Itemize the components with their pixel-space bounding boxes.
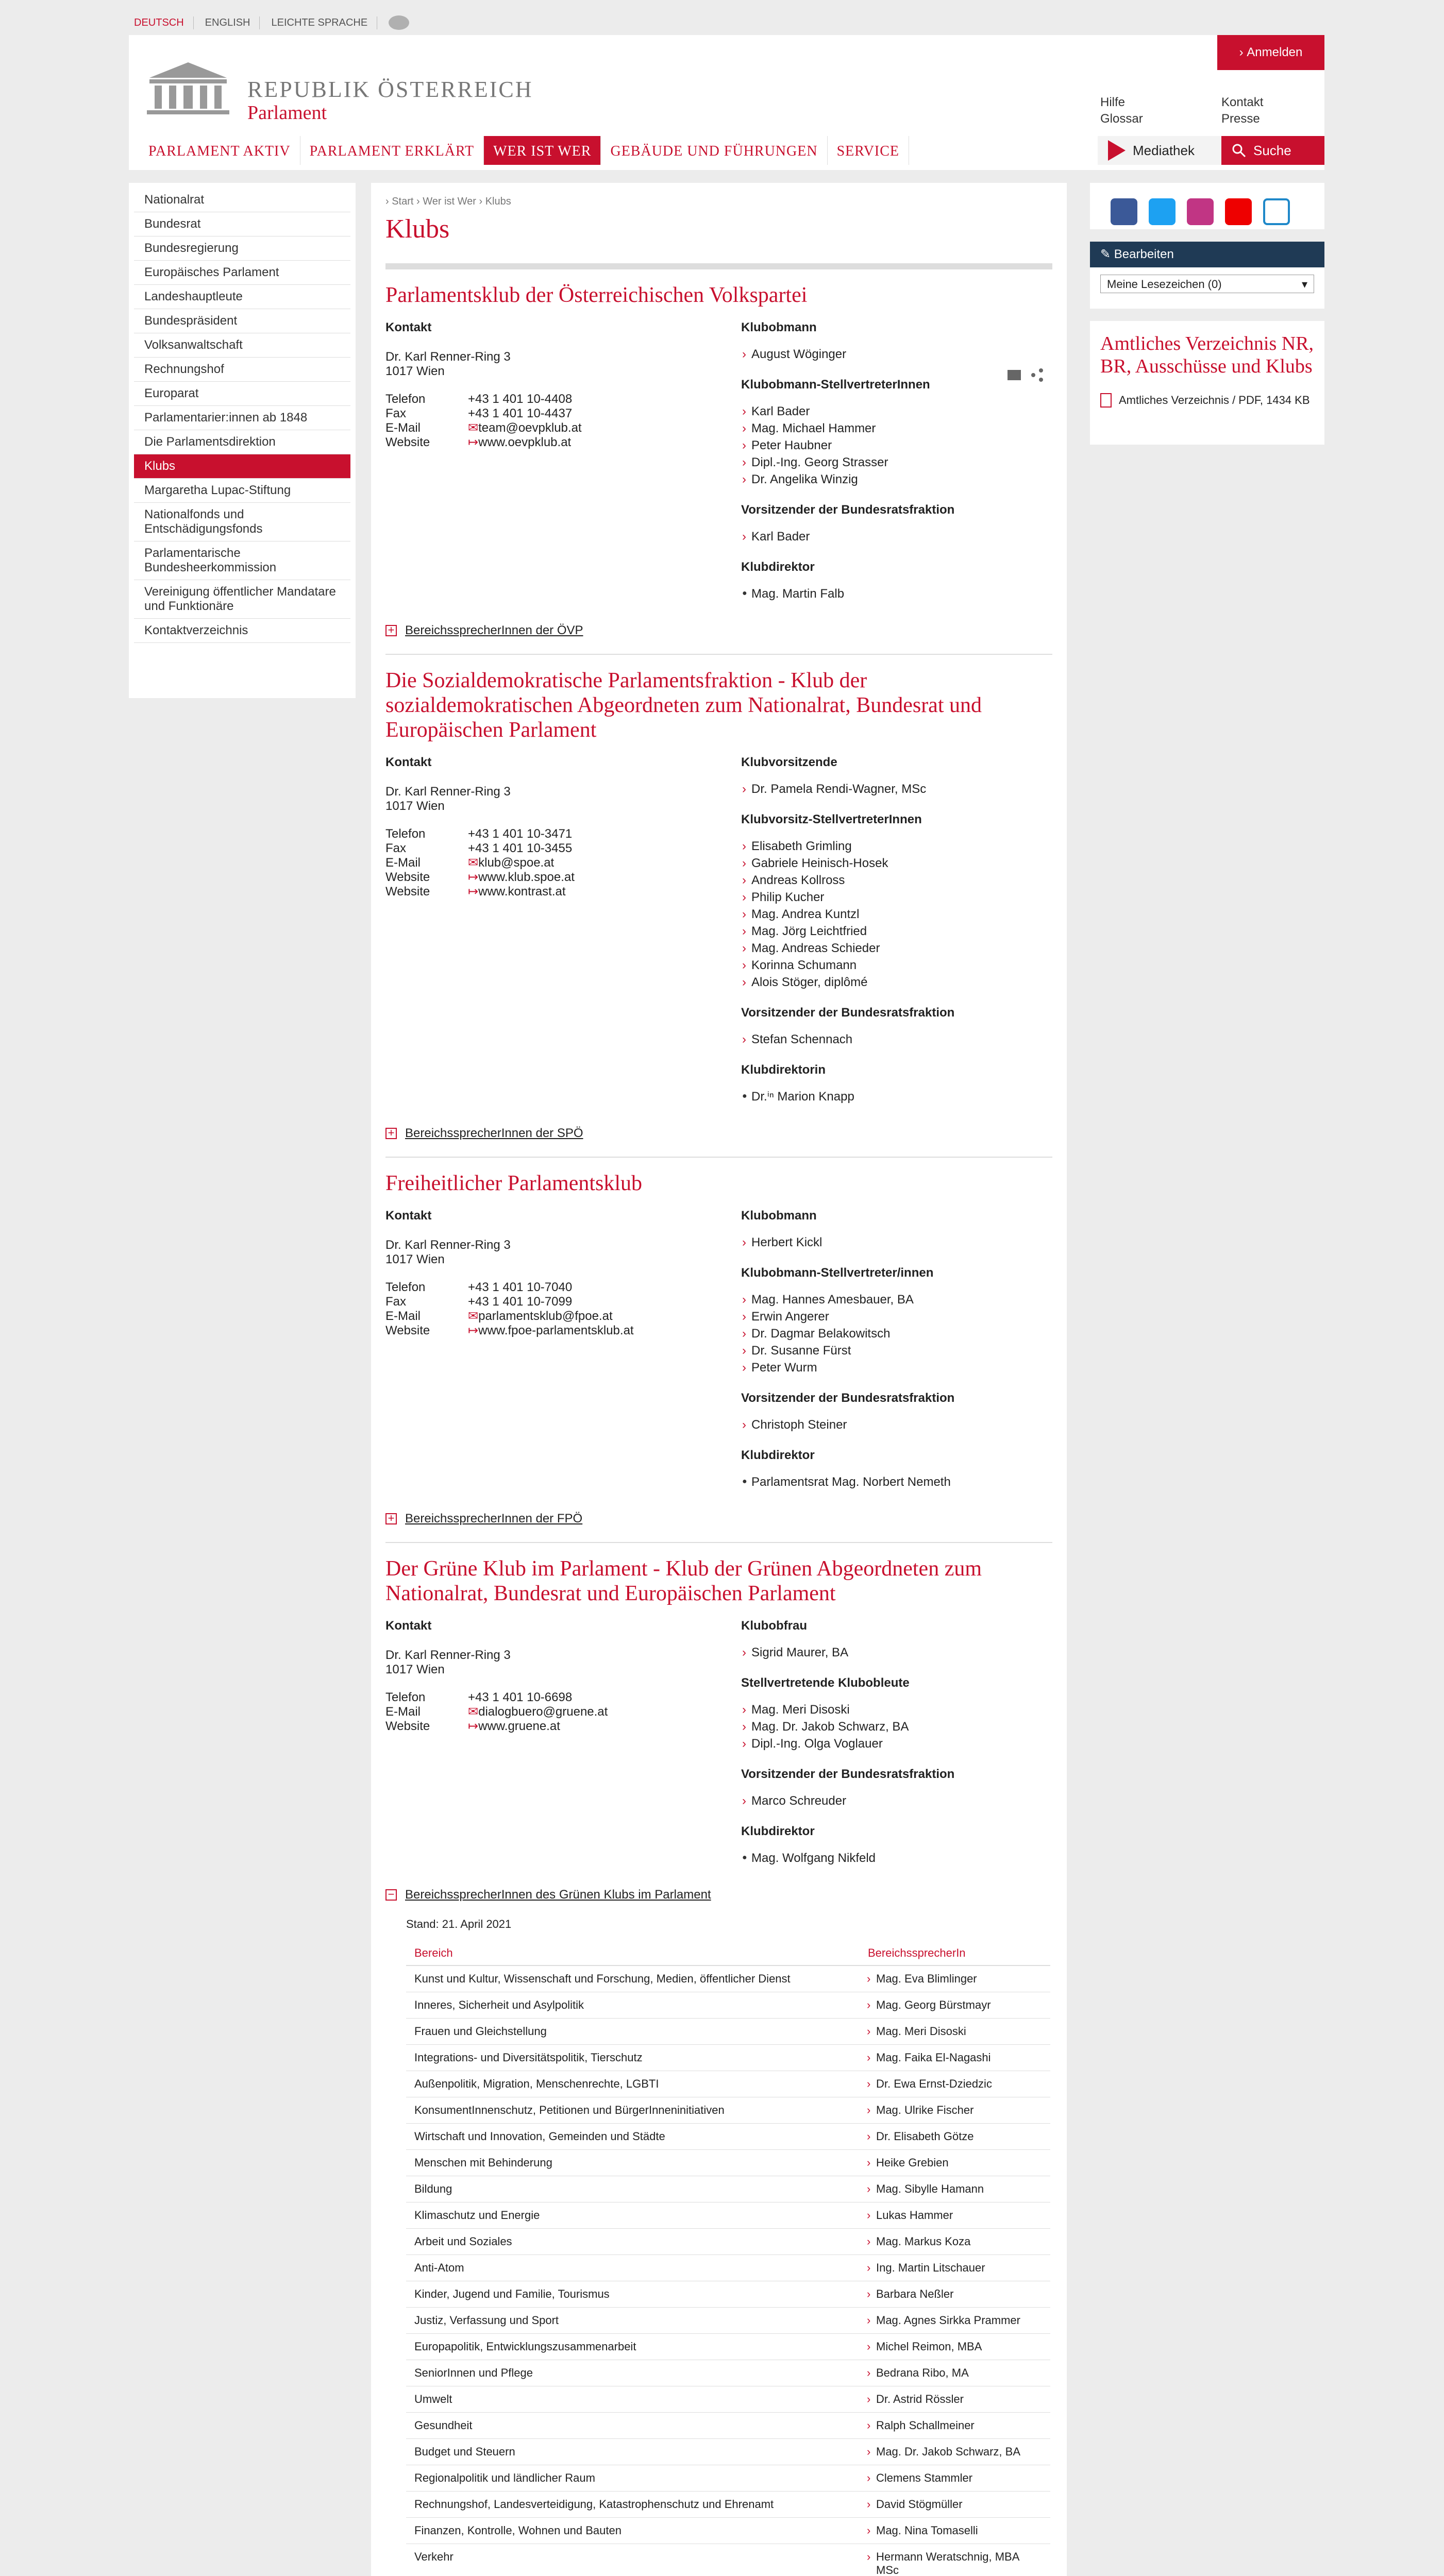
person-link[interactable]: › Stefan Schennach xyxy=(741,1031,1050,1048)
area-cell: Verkehr xyxy=(406,2544,860,2576)
person-link[interactable]: › Mag. Dr. Jakob Schwarz, BA xyxy=(741,1718,1050,1735)
person-link[interactable]: › Herbert Kickl xyxy=(741,1234,1050,1251)
util-links-2 xyxy=(1221,94,1263,127)
sidebar-item[interactable]: Bundesrat xyxy=(134,212,350,236)
newsletter-icon[interactable] xyxy=(1263,198,1290,225)
contact-label: Kontakt xyxy=(385,1209,432,1223)
contact-value[interactable]: www.oevpklub.at xyxy=(478,435,572,449)
pdf-icon xyxy=(1100,393,1112,408)
table-row xyxy=(406,2334,1050,2360)
mail-icon: ✉ xyxy=(468,421,479,435)
area-cell: Europapolitik, Entwicklungszusammenarbeit xyxy=(406,2334,860,2360)
bookmarks-panel xyxy=(1090,242,1324,309)
plus-icon: + xyxy=(385,625,397,636)
chevron-down-icon: ▾ xyxy=(1301,278,1307,291)
contact-row xyxy=(385,392,741,406)
contact-value[interactable]: www.klub.spoe.at xyxy=(478,870,575,884)
club-columns xyxy=(385,1208,1052,1490)
sidebar-item[interactable]: Rechnungshof xyxy=(134,358,350,382)
nav-parlament-erklaert[interactable]: PARLAMENT ERKLÄRT xyxy=(300,136,484,165)
external-link-icon: ↦ xyxy=(468,885,479,899)
address-street: Dr. Karl Renner-Ring 3 xyxy=(385,785,511,799)
contact-value[interactable]: parlamentsklub@fpoe.at xyxy=(478,1309,613,1323)
sidebar-item[interactable]: Klubs xyxy=(134,454,350,479)
person-link[interactable]: › Karl Bader xyxy=(741,403,1050,420)
parliament-logo-icon[interactable] xyxy=(144,60,232,116)
role-heading: Klubobfrau xyxy=(741,1619,807,1633)
person-cell[interactable]: › Mag. Meri Disoski xyxy=(860,2019,1050,2045)
main-nav xyxy=(139,136,909,165)
table-row xyxy=(406,2202,1050,2229)
sidebar-item[interactable]: Europarat xyxy=(134,382,350,406)
contact-label: Kontakt xyxy=(385,1619,432,1633)
logo-title: REPUBLIK ÖSTERREICH xyxy=(247,77,533,102)
area-cell: Wirtschaft und Innovation, Gemeinden und Städte xyxy=(406,2124,860,2150)
table-row xyxy=(406,2544,1050,2576)
table-header-row xyxy=(406,1941,1050,1966)
contact-key: Website xyxy=(385,1719,430,1733)
social-links xyxy=(1090,183,1324,229)
club-contact xyxy=(385,1208,741,1490)
person-link[interactable]: › Philip Kucher xyxy=(741,889,1050,906)
table-row xyxy=(406,2045,1050,2071)
contact-row xyxy=(385,827,741,841)
area-cell: Menschen mit Behinderung xyxy=(406,2150,860,2176)
role-heading: Klubobmann-StellvertreterInnen xyxy=(741,378,930,392)
person-cell[interactable]: › Mag. Agnes Sirkka Prammer xyxy=(860,2308,1050,2334)
expand-label: BereichssprecherInnen des Grünen Klubs im Parlament xyxy=(405,1888,711,1902)
table-row xyxy=(406,1992,1050,2019)
club-contact xyxy=(385,1618,741,1867)
expand-spokespersons[interactable] xyxy=(385,1887,1052,1903)
person-cell[interactable]: › Mag. Eva Blimlinger xyxy=(860,1965,1050,1992)
person-cell[interactable]: › Ralph Schallmeiner xyxy=(860,2413,1050,2439)
contact-label: Kontakt xyxy=(385,320,432,334)
contact-row xyxy=(385,1324,741,1338)
sidebar xyxy=(129,183,356,698)
contact-key: Website xyxy=(385,1324,430,1337)
area-cell: Bildung xyxy=(406,2176,860,2202)
util-links-1 xyxy=(1100,94,1143,127)
contact-row xyxy=(385,841,741,856)
person-cell[interactable]: › Lukas Hammer xyxy=(860,2202,1050,2229)
person-link[interactable]: › Korinna Schumann xyxy=(741,957,1050,974)
address-street: Dr. Karl Renner-Ring 3 xyxy=(385,350,511,364)
contact-key: Fax xyxy=(385,1295,407,1309)
contact-value[interactable]: www.kontrast.at xyxy=(478,885,566,899)
site xyxy=(129,0,1324,2576)
table-row xyxy=(406,1965,1050,1992)
person-link[interactable]: › Elisabeth Grimling xyxy=(741,838,1050,855)
nav-gebaeude[interactable]: GEBÄUDE UND FÜHRUNGEN xyxy=(601,136,827,165)
contact-value[interactable]: dialogbuero@gruene.at xyxy=(478,1705,608,1719)
person-link[interactable]: › Erwin Angerer xyxy=(741,1308,1050,1325)
club-contact xyxy=(385,320,741,602)
mail-icon: ✉ xyxy=(468,1309,479,1323)
official-directory xyxy=(1090,321,1324,445)
expand-label: BereichssprecherInnen der FPÖ xyxy=(405,1512,583,1526)
area-cell: SeniorInnen und Pflege xyxy=(406,2360,860,2386)
sidebar-item[interactable]: Kontaktverzeichnis xyxy=(134,619,350,643)
contact-value[interactable]: team@oevpklub.at xyxy=(478,421,582,435)
table-row xyxy=(406,2386,1050,2413)
person-link[interactable]: › Mag. Michael Hammer xyxy=(741,420,1050,437)
area-cell: Justiz, Verfassung und Sport xyxy=(406,2308,860,2334)
role-heading: Vorsitzender der Bundesratsfraktion xyxy=(741,1767,955,1781)
contact-key: Telefon xyxy=(385,1280,426,1294)
main-content xyxy=(371,183,1067,2576)
column-header-person: BereichssprecherIn xyxy=(860,1941,1050,1966)
person-cell[interactable]: › Mag. Nina Tomaselli xyxy=(860,2518,1050,2544)
club-officials xyxy=(741,320,1050,602)
address-street: Dr. Karl Renner-Ring 3 xyxy=(385,1648,511,1662)
role-heading: Klubobmann xyxy=(741,320,817,334)
right-column xyxy=(1090,183,1324,445)
person-link[interactable]: › Mag. Hannes Amesbauer, BA xyxy=(741,1291,1050,1308)
sidebar-item[interactable]: Volksanwaltschaft xyxy=(134,333,350,358)
mail-icon: ✉ xyxy=(468,1705,479,1719)
facebook-icon[interactable] xyxy=(1111,198,1137,225)
nav-service[interactable]: SERVICE xyxy=(828,136,909,165)
external-link-icon: ↦ xyxy=(468,1324,479,1337)
person-link[interactable]: › Mag. Meri Disoski xyxy=(741,1701,1050,1718)
press-link[interactable]: Presse xyxy=(1221,112,1260,126)
role-heading: Klubobmann-Stellvertreter/innen xyxy=(741,1266,934,1280)
person-link: ● Parlamentsrat Mag. Norbert Nemeth xyxy=(741,1473,1050,1490)
person-cell[interactable]: › Michel Reimon, MBA xyxy=(860,2334,1050,2360)
person-link[interactable]: › Dipl.-Ing. Georg Strasser xyxy=(741,454,1050,471)
nav-wer-ist-wer[interactable]: WER IST WER xyxy=(484,136,601,165)
person-link[interactable]: › Mag. Andreas Schieder xyxy=(741,940,1050,957)
role-heading: Klubvorsitz-StellvertreterInnen xyxy=(741,812,922,826)
table-row xyxy=(406,2439,1050,2465)
person-link[interactable]: › Peter Haubner xyxy=(741,437,1050,454)
table-row xyxy=(406,2019,1050,2045)
table-row xyxy=(406,2413,1050,2439)
address-city: 1017 Wien xyxy=(385,1663,445,1676)
contact-key: E-Mail xyxy=(385,856,421,870)
contact-value: +43 1 401 10-4408 xyxy=(468,392,573,406)
person-link[interactable]: › Dr. Susanne Fürst xyxy=(741,1342,1050,1359)
contact-row xyxy=(385,870,741,885)
role-heading: Klubdirektor xyxy=(741,1448,815,1462)
contact-value: +43 1 401 10-6698 xyxy=(468,1690,573,1704)
person-cell[interactable]: › Ing. Martin Litschauer xyxy=(860,2255,1050,2281)
contact-key: Telefon xyxy=(385,392,426,406)
nav-parlament-aktiv[interactable]: PARLAMENT AKTIV xyxy=(139,136,300,165)
table-row xyxy=(406,2465,1050,2492)
area-cell: Regionalpolitik und ländlicher Raum xyxy=(406,2465,860,2492)
person-cell[interactable]: › Mag. Dr. Jakob Schwarz, BA xyxy=(860,2439,1050,2465)
contact-value: +43 1 401 10-3471 xyxy=(468,827,573,841)
contact-label: Kontakt xyxy=(385,755,432,769)
role-heading: Klubdirektorin xyxy=(741,1063,826,1077)
sidebar-item[interactable]: Parlamentarische Bundesheerkommission xyxy=(134,541,350,580)
contact-row xyxy=(385,1690,741,1705)
person-link[interactable]: › Sigrid Maurer, BA xyxy=(741,1644,1050,1661)
club-columns xyxy=(385,320,1052,602)
person-link[interactable]: › Alois Stöger, diplômé xyxy=(741,974,1050,991)
contact-row xyxy=(385,1705,741,1719)
person-link: ● Mag. Martin Falb xyxy=(741,585,1050,602)
area-cell: Gesundheit xyxy=(406,2413,860,2439)
page-title: Klubs xyxy=(385,214,450,244)
help-link[interactable]: Hilfe xyxy=(1100,95,1126,109)
search-button[interactable]: Suche xyxy=(1221,136,1324,165)
mail-icon: ✉ xyxy=(468,856,479,870)
expand-label: BereichssprecherInnen der ÖVP xyxy=(405,623,583,637)
contact-row xyxy=(385,885,741,899)
contact-key: E-Mail xyxy=(385,421,421,435)
column-header-area: Bereich xyxy=(406,1941,860,1966)
club-officials xyxy=(741,755,1050,1105)
area-cell: Kinder, Jugend und Familie, Tourismus xyxy=(406,2281,860,2308)
person-cell[interactable]: › Mag. Ulrike Fischer xyxy=(860,2097,1050,2124)
club-name: Freiheitlicher Parlamentsklub xyxy=(385,1172,643,1195)
club-officials xyxy=(741,1208,1050,1490)
official-directory-link[interactable]: Amtliches Verzeichnis / PDF, 1434 KB xyxy=(1100,393,1314,408)
person-cell[interactable]: › Mag. Georg Bürstmayr xyxy=(860,1992,1050,2019)
glossary-link[interactable]: Glossar xyxy=(1100,112,1143,126)
contact-key: Telefon xyxy=(385,1690,426,1704)
login-button[interactable]: › Anmelden xyxy=(1217,35,1324,70)
club-columns xyxy=(385,755,1052,1105)
expand-spokespersons[interactable] xyxy=(385,623,1052,638)
role-heading: Klubdirektor xyxy=(741,560,815,574)
role-heading: Stellvertretende Klubobleute xyxy=(741,1676,910,1690)
person-link[interactable]: › Dr. Pamela Rendi-Wagner, MSc xyxy=(741,781,1050,798)
table-row xyxy=(406,2071,1050,2097)
expand-spokespersons[interactable] xyxy=(385,1126,1052,1141)
contact-value: +43 1 401 10-3455 xyxy=(468,841,573,855)
contact-value: +43 1 401 10-7099 xyxy=(468,1295,573,1309)
person-link[interactable]: › Karl Bader xyxy=(741,528,1050,545)
person-link[interactable]: › August Wöginger xyxy=(741,346,1050,363)
club-address xyxy=(385,350,741,379)
area-cell: Inneres, Sicherheit und Asylpolitik xyxy=(406,1992,860,2019)
area-cell: Klimaschutz und Energie xyxy=(406,2202,860,2229)
contact-value[interactable]: klub@spoe.at xyxy=(478,856,555,870)
contact-link[interactable]: Kontakt xyxy=(1221,95,1264,109)
role-heading: Klubobmann xyxy=(741,1209,817,1223)
contact-key: Website xyxy=(385,870,430,884)
person-link[interactable]: › Mag. Jörg Leichtfried xyxy=(741,923,1050,940)
sidebar-item[interactable]: Landeshauptleute xyxy=(134,285,350,309)
role-heading: Vorsitzender der Bundesratsfraktion xyxy=(741,503,955,517)
area-cell: Finanzen, Kontrolle, Wohnen und Bauten xyxy=(406,2518,860,2544)
club-address xyxy=(385,1238,741,1267)
person-link: ● Mag. Wolfgang Nikfeld xyxy=(741,1850,1050,1867)
club-list xyxy=(385,269,1052,2576)
person-cell[interactable]: › Mag. Markus Koza xyxy=(860,2229,1050,2255)
table-row xyxy=(406,2124,1050,2150)
instagram-icon[interactable] xyxy=(1187,198,1214,225)
divider xyxy=(385,263,1052,269)
area-cell: Frauen und Gleichstellung xyxy=(406,2019,860,2045)
area-cell: Integrations- und Diversitätspolitik, Tierschutz xyxy=(406,2045,860,2071)
person-cell[interactable]: › Mag. Sibylle Hamann xyxy=(860,2176,1050,2202)
external-link-icon: ↦ xyxy=(468,870,479,884)
sidebar-item[interactable]: Nationalrat xyxy=(134,188,350,212)
area-cell: Budget und Steuern xyxy=(406,2439,860,2465)
person-link[interactable]: › Christoph Steiner xyxy=(741,1416,1050,1433)
club-section xyxy=(385,269,1052,655)
masthead xyxy=(129,35,1324,170)
table-row xyxy=(406,2281,1050,2308)
person-link[interactable]: › Andreas Kollross xyxy=(741,872,1050,889)
bookmarks-header: ✎ Bearbeiten xyxy=(1090,242,1324,267)
person-link[interactable]: › Dipl.-Ing. Olga Voglauer xyxy=(741,1735,1050,1752)
contact-value: +43 1 401 10-7040 xyxy=(468,1280,573,1294)
table-row xyxy=(406,2097,1050,2124)
contact-key: Fax xyxy=(385,406,407,420)
contact-key: Website xyxy=(385,435,430,449)
contact-row xyxy=(385,406,741,421)
expand-label: BereichssprecherInnen der SPÖ xyxy=(405,1126,583,1140)
area-cell: KonsumentInnenschutz, Petitionen und BürgerInneninitiativen xyxy=(406,2097,860,2124)
area-cell: Außenpolitik, Migration, Menschenrechte, LGBTI xyxy=(406,2071,860,2097)
address-street: Dr. Karl Renner-Ring 3 xyxy=(385,1238,511,1252)
external-link-icon: ↦ xyxy=(468,435,479,449)
table-row xyxy=(406,2518,1050,2544)
sidebar-item[interactable]: Vereinigung öffentlicher Mandatare und Funktionäre xyxy=(134,580,350,619)
contact-row xyxy=(385,1295,741,1309)
role-heading: Klubdirektor xyxy=(741,1824,815,1838)
club-section xyxy=(385,1158,1052,1543)
mediathek-button[interactable]: Mediathek xyxy=(1098,136,1221,165)
sidebar-item[interactable]: Die Parlamentsdirektion xyxy=(134,430,350,454)
person-cell[interactable]: › Dr. Elisabeth Götze xyxy=(860,2124,1050,2150)
official-directory-title: Amtliches Verzeichnis NR, BR, Ausschüsse und Klubs xyxy=(1100,333,1314,377)
person-cell[interactable]: › Dr. Astrid Rössler xyxy=(860,2386,1050,2413)
lang-easy[interactable]: LEICHTE SPRACHE xyxy=(271,16,377,29)
club-contact xyxy=(385,755,741,1105)
table-date: Stand: 21. April 2021 xyxy=(406,1918,512,1930)
person-link: ● Dr.ⁱⁿ Marion Knapp xyxy=(741,1088,1050,1105)
sign-language-icon[interactable] xyxy=(389,15,409,30)
person-link[interactable]: › Dr. Angelika Winzig xyxy=(741,471,1050,488)
contact-key: Website xyxy=(385,885,430,899)
plus-icon: + xyxy=(385,1128,397,1139)
person-link[interactable]: › Peter Wurm xyxy=(741,1359,1050,1376)
table-row xyxy=(406,2229,1050,2255)
person-link[interactable]: › Dr. Dagmar Belakowitsch xyxy=(741,1325,1050,1342)
sidebar-item[interactable]: Parlamentarier:innen ab 1848 xyxy=(134,406,350,430)
sidebar-item[interactable]: Europäisches Parlament xyxy=(134,261,350,285)
contact-row xyxy=(385,856,741,870)
area-cell: Kunst und Kultur, Wissenschaft und Forschung, Medien, öffentlicher Dienst xyxy=(406,1965,860,1992)
minus-icon: − xyxy=(385,1889,397,1901)
address-city: 1017 Wien xyxy=(385,364,445,378)
role-heading: Klubvorsitzende xyxy=(741,755,837,769)
person-cell[interactable]: › Mag. Faika El-Nagashi xyxy=(860,2045,1050,2071)
club-officials xyxy=(741,1618,1050,1867)
contact-value[interactable]: www.gruene.at xyxy=(478,1719,560,1733)
sidebar-item[interactable]: Bundesregierung xyxy=(134,236,350,261)
contact-row xyxy=(385,435,741,450)
person-cell[interactable]: › Dr. Ewa Ernst-Dziedzic xyxy=(860,2071,1050,2097)
sidebar-item[interactable]: Bundespräsident xyxy=(134,309,350,333)
play-icon xyxy=(1108,140,1126,161)
table-row xyxy=(406,2492,1050,2518)
club-name: Der Grüne Klub im Parlament - Klub der Grünen Abgeordneten zum Nationalrat, Bundesrat und Europäischen Parlament xyxy=(385,1557,982,1605)
plus-icon: + xyxy=(385,1513,397,1524)
area-cell: Rechnungshof, Landesverteidigung, Katastrophenschutz und Ehrenamt xyxy=(406,2492,860,2518)
breadcrumb[interactable]: › Start › Wer ist Wer › Klubs xyxy=(385,196,511,207)
table-row xyxy=(406,2176,1050,2202)
table-row xyxy=(406,2308,1050,2334)
role-heading: Vorsitzender der Bundesratsfraktion xyxy=(741,1391,955,1405)
lang-en[interactable]: ENGLISH xyxy=(205,16,260,29)
club-name: Die Sozialdemokratische Parlamentsfraktion - Klub der sozialdemokratischen Abgeordneten zum Nationalrat, Bundesrat und Europäischen Parlament xyxy=(385,669,982,742)
person-cell[interactable]: › Bedrana Ribo, MA xyxy=(860,2360,1050,2386)
expand-spokespersons[interactable] xyxy=(385,1511,1052,1527)
address-city: 1017 Wien xyxy=(385,799,445,813)
contact-row xyxy=(385,1719,741,1734)
area-cell: Arbeit und Soziales xyxy=(406,2229,860,2255)
club-section xyxy=(385,1543,1052,2576)
table-row xyxy=(406,2150,1050,2176)
spokespersons-table xyxy=(406,1941,1050,2576)
address-city: 1017 Wien xyxy=(385,1252,445,1266)
contact-key: Telefon xyxy=(385,827,426,841)
person-link[interactable]: › Gabriele Heinisch-Hosek xyxy=(741,855,1050,872)
contact-key: Fax xyxy=(385,841,407,855)
person-cell[interactable]: › Heike Grebien xyxy=(860,2150,1050,2176)
lang-de[interactable]: DEUTSCH xyxy=(134,16,194,29)
club-section xyxy=(385,655,1052,1158)
person-cell[interactable]: › Clemens Stammler xyxy=(860,2465,1050,2492)
contact-key: E-Mail xyxy=(385,1705,421,1719)
area-cell: Anti-Atom xyxy=(406,2255,860,2281)
twitter-icon[interactable] xyxy=(1149,198,1176,225)
person-cell[interactable]: › David Stögmüller xyxy=(860,2492,1050,2518)
contact-value[interactable]: www.fpoe-parlamentsklub.at xyxy=(478,1324,634,1337)
person-cell[interactable]: › Hermann Weratschnig, MBA MSc xyxy=(860,2544,1050,2576)
table-row xyxy=(406,2360,1050,2386)
table-row xyxy=(406,2255,1050,2281)
role-heading: Vorsitzender der Bundesratsfraktion xyxy=(741,1006,955,1020)
person-link[interactable]: › Marco Schreuder xyxy=(741,1792,1050,1809)
club-address xyxy=(385,1648,741,1677)
sidebar-item[interactable]: Nationalfonds und Entschädigungsfonds xyxy=(134,503,350,541)
youtube-icon[interactable] xyxy=(1225,198,1252,225)
club-name: Parlamentsklub der Österreichischen Volkspartei xyxy=(385,283,808,307)
club-address xyxy=(385,785,741,814)
language-switch xyxy=(134,15,409,30)
contact-key: E-Mail xyxy=(385,1309,421,1323)
person-link[interactable]: › Mag. Andrea Kuntzl xyxy=(741,906,1050,923)
area-cell: Umwelt xyxy=(406,2386,860,2413)
search-icon xyxy=(1232,143,1246,158)
sidebar-item[interactable]: Margaretha Lupac-Stiftung xyxy=(134,479,350,503)
contact-row xyxy=(385,1309,741,1324)
logo-subtitle: Parlament xyxy=(247,102,327,124)
contact-value: +43 1 401 10-4437 xyxy=(468,406,573,420)
bookmarks-select[interactable]: Meine Lesezeichen (0) ▾ xyxy=(1100,275,1314,293)
person-cell[interactable]: › Barbara Neßler xyxy=(860,2281,1050,2308)
club-columns xyxy=(385,1618,1052,1867)
contact-row xyxy=(385,421,741,435)
external-link-icon: ↦ xyxy=(468,1719,479,1733)
contact-row xyxy=(385,1280,741,1295)
